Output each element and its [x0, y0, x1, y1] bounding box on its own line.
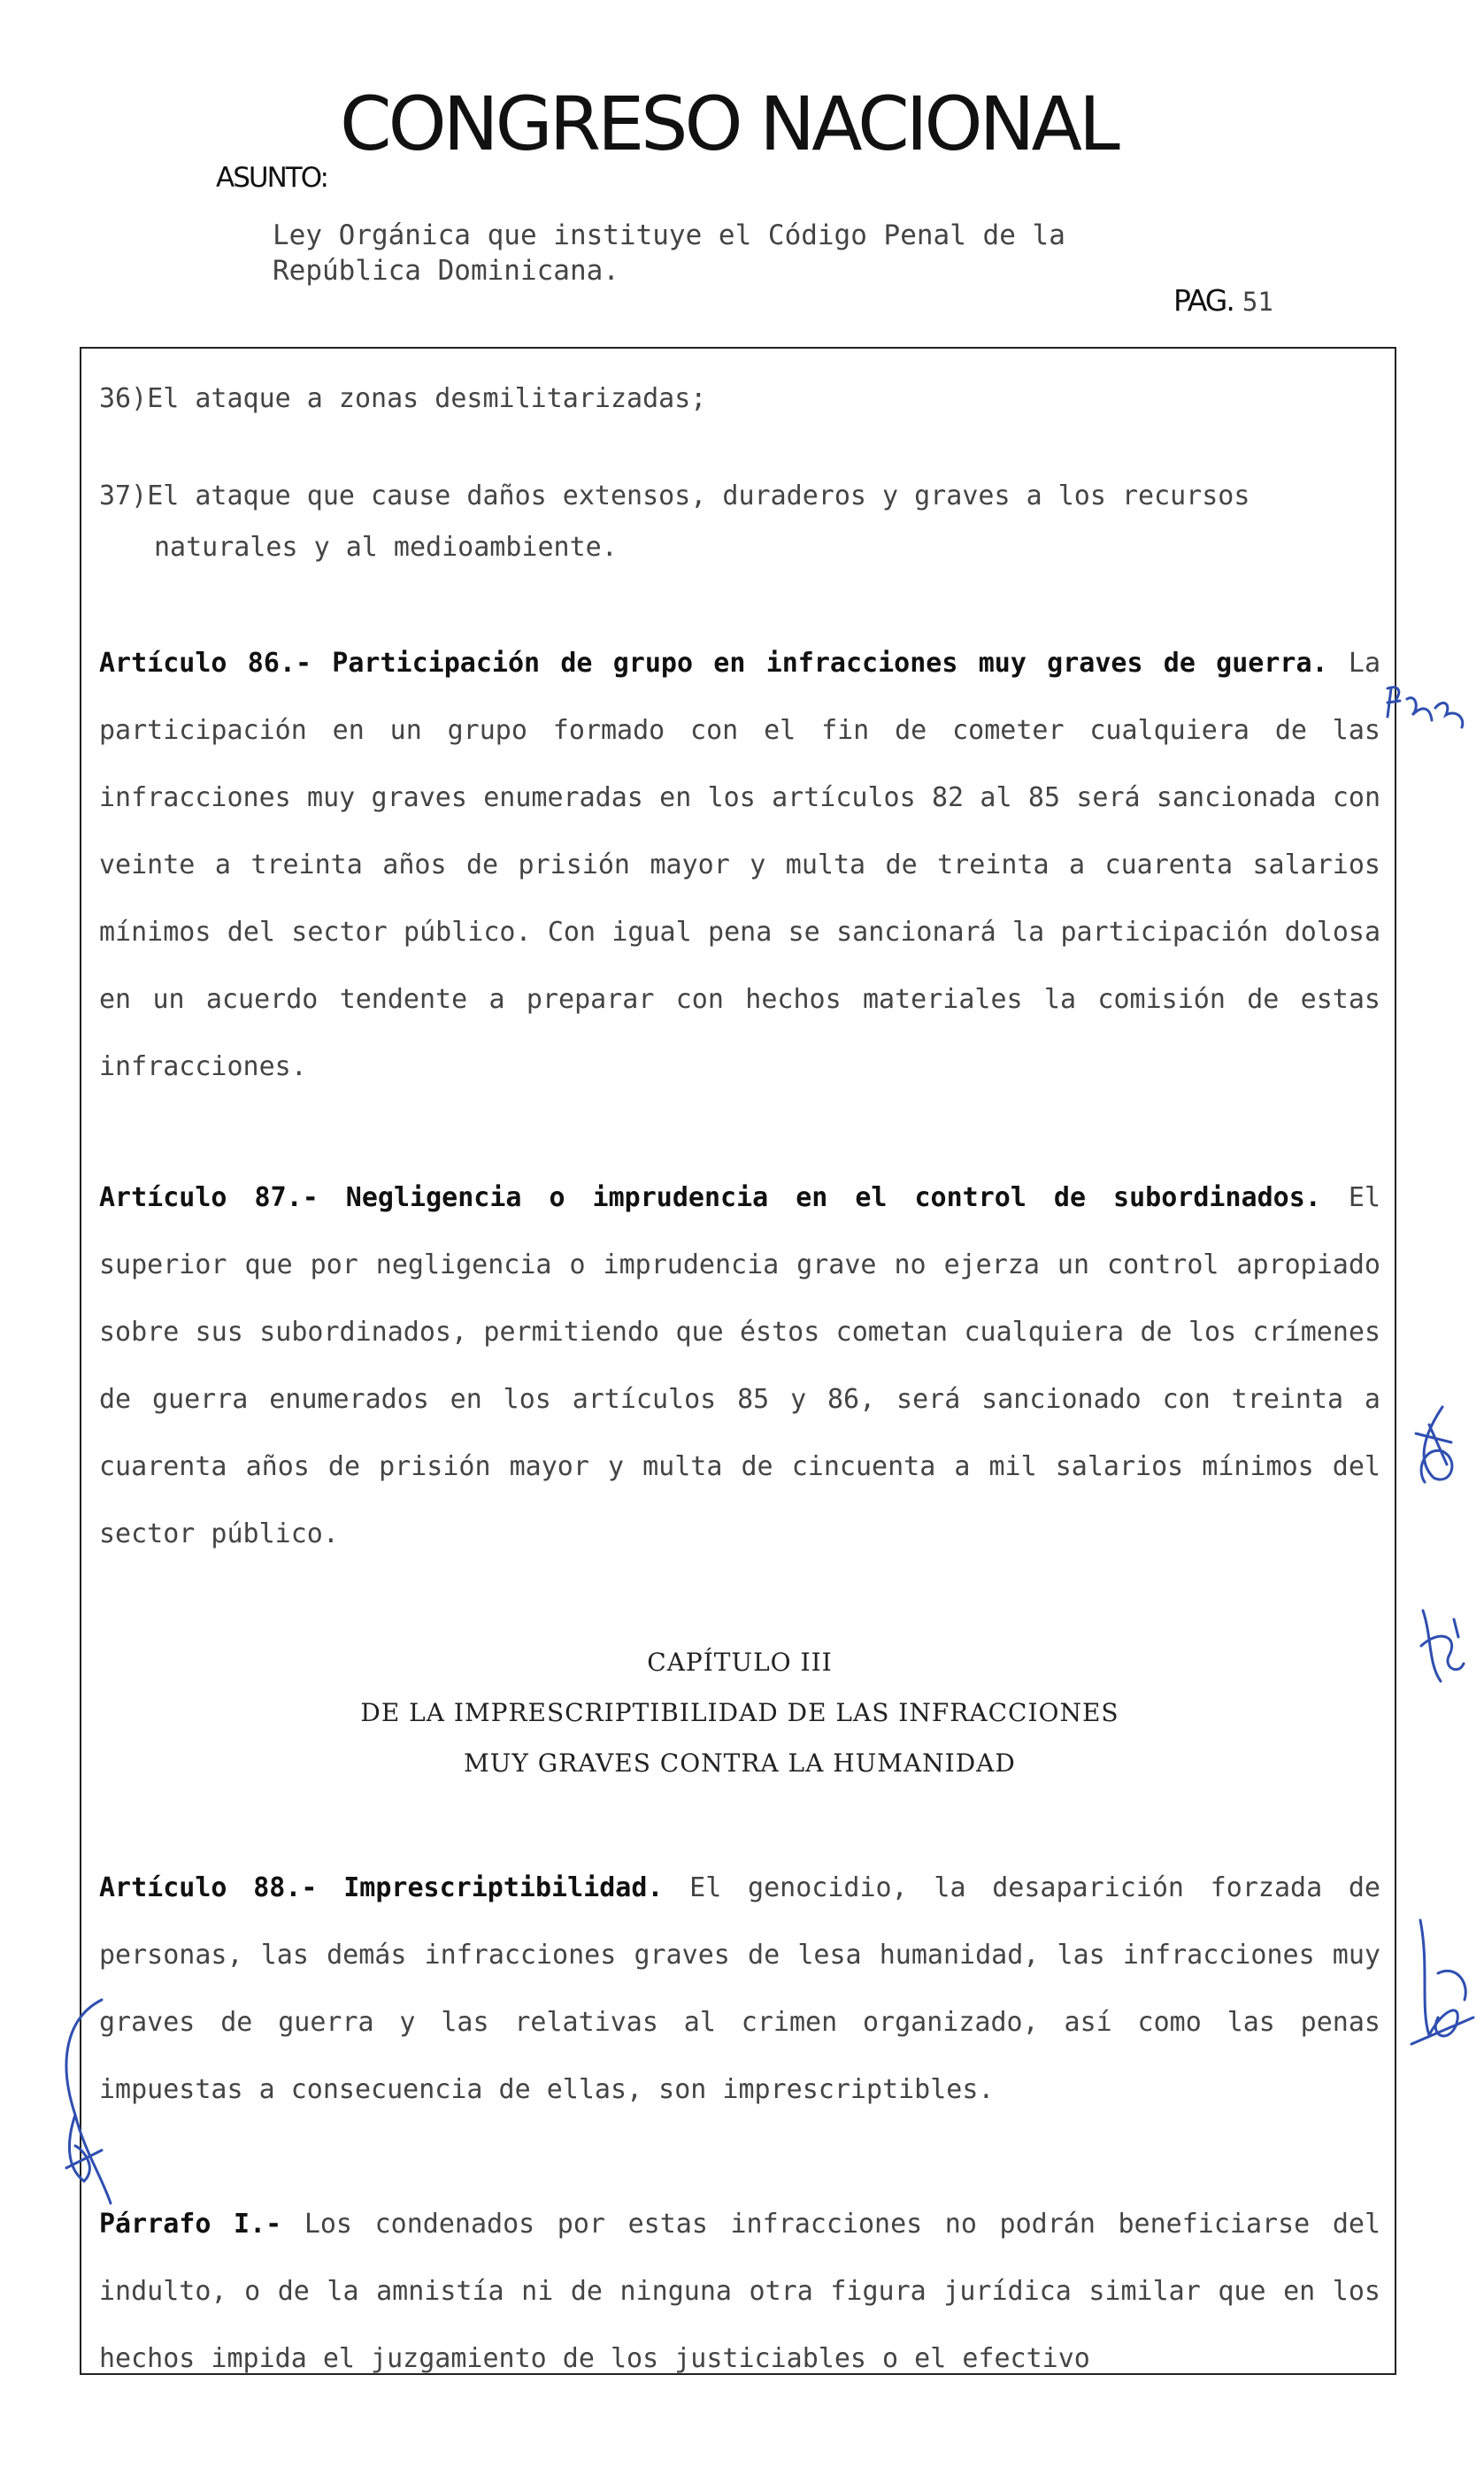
- paragraph-i: [99, 2191, 1380, 2393]
- margin-initials-icon: [1405, 1602, 1476, 1699]
- margin-signature-icon: [1398, 1398, 1469, 1504]
- article-heading: Artículo 87.- Negligencia o imprudencia en el control de subordinados.: [99, 1182, 1321, 1213]
- list-item-36: [99, 373, 1380, 425]
- chapter-heading: [99, 1637, 1380, 1788]
- article-body: El superior que por negligencia o imprudencia grave no ejerza un control apropiado sobre sus subordinados, permitiendo que éstos cometan cualquiera de los crímenes de guerra enumerados en los artículos 85 y 86, será sancionado con treinta a cuarenta años de prisión mayor y multa de cincuenta a mil salarios mínimos del sector público.: [99, 1182, 1380, 1549]
- left-margin-signature-icon: [49, 1991, 128, 2212]
- list-item-text: El ataque que cause daños extensos, duraderos y graves a los recursos: [147, 480, 1250, 511]
- institution-title: CONGRESO NACIONAL: [340, 81, 1117, 167]
- list-item-text: El ataque a zonas desmilitarizadas;: [147, 383, 707, 414]
- article-body: La participación en un grupo formado con el fin de cometer cualquiera de las infracciones muy graves enumeradas en los artículos 82 al 85 será sancionada con veinte a treinta años de prisión mayor y multa de treinta a cuarenta salarios mínimos del sector público. Con igual pena se sancionará la participación dolosa en un acuerdo tendente a preparar con hechos materiales la comisión de estas infracciones.: [99, 648, 1381, 1082]
- list-item-37: [99, 471, 1380, 573]
- margin-initials-icon: [1380, 672, 1478, 752]
- subject-text: [273, 218, 1246, 288]
- article-body: El genocidio, la desaparición forzada de personas, las demás infracciones graves de lesa humanidad, las infracciones muy graves de guerra y las relativas al crimen organizado, así como las penas impuestas a consecuencia de ellas, son imprescriptibles.: [99, 1872, 1380, 2105]
- article-88: [99, 1855, 1380, 2124]
- page-indicator: [1173, 283, 1273, 318]
- page-label: PAG.: [1173, 283, 1234, 318]
- page-number: 51: [1242, 287, 1273, 317]
- chapter-number: CAPÍTULO III: [647, 1648, 833, 1677]
- article-heading: Artículo 88.- Imprescriptibilidad.: [99, 1872, 664, 1903]
- list-item-continuation: naturales y al medioambiente.: [154, 532, 618, 563]
- chapter-title-line-2: MUY GRAVES CONTRA LA HUMANIDAD: [464, 1748, 1016, 1778]
- list-item-number: 36): [99, 383, 148, 414]
- paragraph-heading: Párrafo I.-: [99, 2209, 282, 2240]
- article-87: [99, 1164, 1380, 1568]
- article-86: [99, 630, 1380, 1101]
- paragraph-body: Los condenados por estas infracciones no podrán beneficiarse del indulto, o de la amnistía ni de ninguna otra figura jurídica similar que en los hechos impida el juzgamiento de los justiciables o el efectivo: [99, 2209, 1380, 2374]
- list-item-number: 37): [99, 480, 148, 511]
- margin-signature-icon: [1403, 1911, 1482, 2053]
- subject-label: ASUNTO:: [216, 162, 327, 194]
- subject-line-1: Ley Orgánica que instituye el Código Penal de la: [273, 219, 1065, 251]
- chapter-title-line-1: DE LA IMPRESCRIPTIBILIDAD DE LAS INFRACCIONES: [360, 1698, 1119, 1727]
- subject-line-2: República Dominicana.: [273, 255, 619, 287]
- article-heading: Artículo 86.- Participación de grupo en infracciones muy graves de guerra.: [99, 648, 1328, 679]
